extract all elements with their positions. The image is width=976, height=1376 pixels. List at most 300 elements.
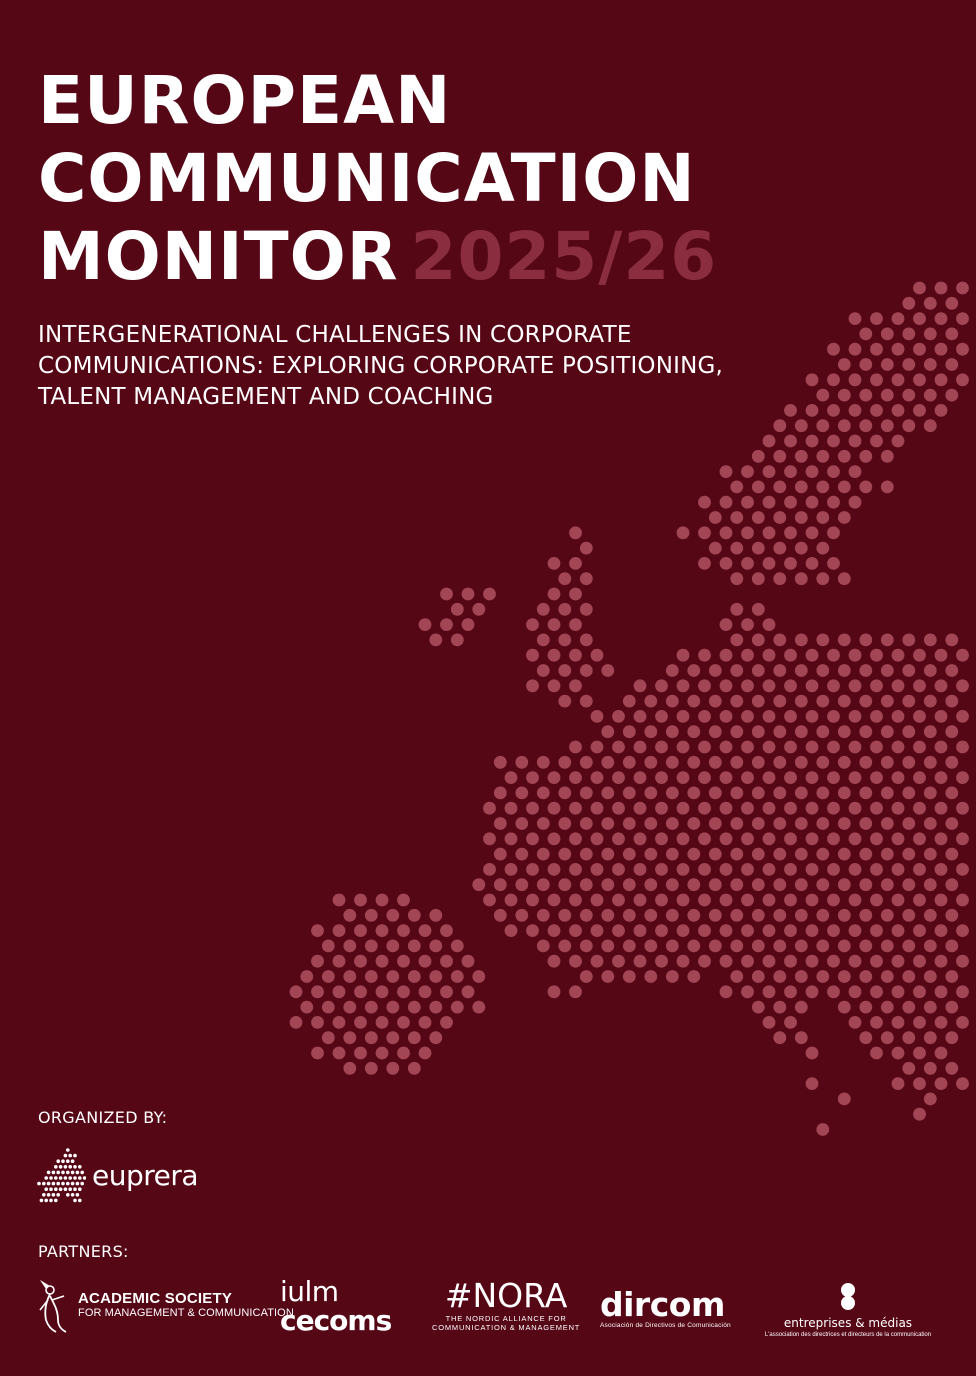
map-dot [644,848,657,861]
map-dot [483,588,496,601]
map-dot [741,894,754,907]
map-dot [870,955,883,968]
map-dot [591,924,604,937]
map-dot [537,664,550,677]
map-dot [806,863,819,876]
map-dot [730,970,743,983]
map-dot [956,1016,969,1029]
euprera-dot [44,1187,48,1191]
map-dot [838,511,851,524]
map-dot [795,572,808,585]
map-dot [892,741,905,754]
entreprises-text: entreprises & médias [783,1316,913,1330]
euprera-dot [73,1165,77,1169]
map-dot [634,679,647,692]
map-dot [902,1001,915,1014]
map-dot [741,465,754,478]
map-dot [580,909,593,922]
map-dot [494,878,507,891]
map-dot [902,328,915,341]
map-dot [902,358,915,371]
map-dot [397,1016,410,1029]
map-dot [569,863,582,876]
map-dot [816,450,829,463]
map-dot [462,618,475,631]
map-dot [795,695,808,708]
map-dot [892,802,905,815]
map-dot [913,924,926,937]
map-dot [397,894,410,907]
map-dot [752,695,765,708]
map-dot [849,924,862,937]
map-dot [924,358,937,371]
map-dot [720,465,733,478]
map-dot [612,771,625,784]
euprera-dot [52,1182,56,1186]
map-dot [526,649,539,662]
map-dot [881,909,894,922]
map-dot [935,924,948,937]
map-dot [935,985,948,998]
asmc-logo [36,1276,294,1334]
map-dot [838,358,851,371]
map-dot [365,1031,378,1044]
map-dot [752,970,765,983]
map-dot [537,878,550,891]
map-dot [677,894,690,907]
map-dot [816,695,829,708]
map-dot [945,297,958,310]
map-dot [526,679,539,692]
map-dot [827,373,840,386]
entreprises-medias-logo [764,1282,932,1339]
map-dot [924,297,937,310]
map-dot [698,741,711,754]
map-dot [784,404,797,417]
euprera-name: euprera [92,1158,199,1192]
map-dot [730,787,743,800]
map-dot [795,634,808,647]
map-dot [752,725,765,738]
map-dot [666,940,679,953]
organized-by-label: ORGANIZED BY: [38,1108,168,1127]
map-dot [720,741,733,754]
map-dot [935,343,948,356]
map-dot [698,710,711,723]
map-dot [795,542,808,555]
map-dot [956,1077,969,1090]
map-dot [548,679,561,692]
map-dot [773,787,786,800]
map-dot [827,435,840,448]
map-dot [730,848,743,861]
map-dot [558,878,571,891]
euprera-dot [66,1148,70,1152]
map-dot [827,343,840,356]
map-dot [494,756,507,769]
map-dot [881,664,894,677]
map-dot [677,802,690,815]
map-dot [827,832,840,845]
map-dot [580,603,593,616]
map-dot [892,863,905,876]
map-dot [515,817,528,830]
map-dot [365,909,378,922]
map-dot [945,817,958,830]
map-dot [515,756,528,769]
euprera-dot [42,1193,46,1197]
map-dot [956,312,969,325]
map-dot [816,756,829,769]
map-dot [386,909,399,922]
map-dot [687,970,700,983]
map-dot [902,695,915,708]
map-dot [838,848,851,861]
map-dot [773,695,786,708]
map-dot [806,955,819,968]
euprera-dot [49,1199,53,1203]
map-dot [505,771,518,784]
map-dot [838,389,851,402]
map-dot [666,878,679,891]
map-dot [870,404,883,417]
map-dot [859,328,872,341]
map-dot [677,649,690,662]
map-dot [902,664,915,677]
map-dot [483,863,496,876]
map-dot [752,787,765,800]
map-dot [806,557,819,570]
map-dot [333,1016,346,1029]
map-dot [623,817,636,830]
map-dot [773,572,786,585]
map-dot [709,542,722,555]
map-dot [720,526,733,539]
map-dot [945,358,958,371]
map-dot [838,450,851,463]
map-dot [730,756,743,769]
map-dot [870,649,883,662]
map-dot [419,955,432,968]
map-dot [580,817,593,830]
map-dot [870,863,883,876]
map-dot [924,787,937,800]
map-dot [730,909,743,922]
map-dot [902,1031,915,1044]
map-dot [902,297,915,310]
map-dot [591,771,604,784]
map-dot [956,741,969,754]
euprera-dot [56,1182,60,1186]
map-dot [892,435,905,448]
map-dot [644,817,657,830]
map-dot [655,863,668,876]
map-dot [687,909,700,922]
map-dot [397,924,410,937]
map-dot [935,404,948,417]
map-dot [429,940,442,953]
map-dot [569,955,582,968]
map-dot [537,756,550,769]
map-dot [763,1016,776,1029]
map-dot [440,985,453,998]
map-dot [956,985,969,998]
map-dot [548,894,561,907]
map-dot [763,526,776,539]
euprera-dot [73,1154,77,1158]
map-dot [945,878,958,891]
map-dot [666,970,679,983]
map-dot [956,863,969,876]
map-dot [902,878,915,891]
map-dot [795,817,808,830]
map-dot [913,679,926,692]
map-dot [924,1093,937,1106]
map-dot [472,1001,485,1014]
map-dot [816,1123,829,1136]
map-dot [784,955,797,968]
title-block [38,62,717,296]
map-dot [806,465,819,478]
map-dot [408,1001,421,1014]
map-dot [472,970,485,983]
map-dot [569,894,582,907]
euprera-dot [47,1171,51,1175]
map-dot [935,710,948,723]
map-dot [784,741,797,754]
map-dot [752,909,765,922]
map-dot [591,710,604,723]
map-dot [827,679,840,692]
map-dot [666,725,679,738]
map-dot [634,741,647,754]
map-dot [698,894,711,907]
map-dot [548,771,561,784]
map-dot [892,955,905,968]
map-dot [773,450,786,463]
map-dot [849,985,862,998]
map-dot [644,940,657,953]
map-dot [644,725,657,738]
map-dot [795,756,808,769]
map-dot [913,1047,926,1060]
euprera-dot [64,1154,68,1158]
map-dot [741,741,754,754]
euprera-dot [54,1187,58,1191]
map-dot [612,741,625,754]
map-dot [386,970,399,983]
map-dot [924,940,937,953]
euprera-dot [71,1182,75,1186]
map-dot [720,649,733,662]
euprera-dot [59,1165,63,1169]
map-dot [386,1001,399,1014]
map-dot [838,878,851,891]
map-dot [343,1001,356,1014]
map-dot [870,771,883,784]
map-dot [945,1062,958,1075]
subtitle-line-1: INTERGENERATIONAL CHALLENGES IN CORPORATE [38,322,632,348]
map-dot [945,848,958,861]
map-dot [408,1062,421,1075]
map-dot [892,649,905,662]
subtitle [38,320,778,413]
map-dot [838,817,851,830]
map-dot [591,832,604,845]
map-dot [945,940,958,953]
map-dot [763,649,776,662]
map-dot [849,771,862,784]
map-dot [601,970,614,983]
map-dot [730,603,743,616]
map-dot [644,909,657,922]
euprera-dot [66,1182,70,1186]
map-dot [816,878,829,891]
map-dot [451,634,464,647]
euprera-dot [61,1159,65,1163]
map-dot [827,771,840,784]
map-dot [892,985,905,998]
map-dot [601,940,614,953]
map-dot [945,389,958,402]
map-dot [741,802,754,815]
map-dot [945,756,958,769]
map-dot [526,618,539,631]
euprera-dot [64,1165,68,1169]
map-dot [870,1047,883,1060]
map-dot [569,526,582,539]
map-dot [752,542,765,555]
map-dot [730,878,743,891]
map-dot [924,848,937,861]
map-dot [548,618,561,631]
map-dot [623,787,636,800]
map-dot [429,970,442,983]
map-dot [569,832,582,845]
map-dot [569,924,582,937]
euprera-dot [71,1159,75,1163]
map-dot [333,955,346,968]
map-dot [580,634,593,647]
map-dot [849,832,862,845]
map-dot [827,710,840,723]
map-dot [698,802,711,815]
map-dot [913,404,926,417]
map-dot [591,802,604,815]
euprera-dot [59,1176,63,1180]
map-dot [343,940,356,953]
map-dot [591,863,604,876]
map-dot [945,787,958,800]
euprera-dot [71,1193,75,1197]
map-dot [397,955,410,968]
map-dot [720,496,733,509]
map-dot [655,802,668,815]
map-dot [924,664,937,677]
map-dot [333,985,346,998]
map-dot [548,955,561,968]
dircom-logo [600,1285,731,1330]
map-dot [429,1001,442,1014]
map-dot [870,312,883,325]
map-dot [849,679,862,692]
map-dot [483,802,496,815]
map-dot [763,435,776,448]
map-dot [720,832,733,845]
map-dot [752,1001,765,1014]
map-dot [580,572,593,585]
map-dot [924,634,937,647]
map-dot [687,725,700,738]
map-dot [902,389,915,402]
map-dot [354,894,367,907]
map-dot [666,756,679,769]
map-dot [773,1001,786,1014]
euprera-dot [66,1171,70,1175]
euprera-dot [73,1187,77,1191]
map-dot [612,710,625,723]
map-dot [741,832,754,845]
map-dot [795,511,808,524]
map-dot [730,511,743,524]
map-dot [902,756,915,769]
map-dot [773,725,786,738]
map-dot [558,940,571,953]
map-dot [956,373,969,386]
map-dot [505,894,518,907]
map-dot [924,328,937,341]
map-dot [892,373,905,386]
map-dot [838,664,851,677]
map-dot [956,771,969,784]
map-dot [354,1047,367,1060]
map-dot [376,924,389,937]
map-dot [580,970,593,983]
map-dot [945,725,958,738]
map-dot [569,557,582,570]
map-dot [784,894,797,907]
map-dot [784,557,797,570]
map-dot [365,1062,378,1075]
map-dot [859,481,872,494]
map-dot [806,802,819,815]
map-dot [537,787,550,800]
map-dot [591,649,604,662]
map-dot [870,710,883,723]
map-dot [892,832,905,845]
map-dot [784,985,797,998]
map-dot [935,832,948,845]
map-dot [569,649,582,662]
map-dot [902,940,915,953]
map-dot [902,817,915,830]
map-dot [687,664,700,677]
map-dot [752,756,765,769]
map-dot [870,802,883,815]
map-dot [558,848,571,861]
map-dot [924,756,937,769]
euprera-dot [78,1199,82,1203]
map-dot [354,1016,367,1029]
map-dot [849,863,862,876]
map-dot [913,710,926,723]
map-dot [591,741,604,754]
map-dot [881,695,894,708]
map-dot [601,787,614,800]
map-dot [730,542,743,555]
map-dot [741,863,754,876]
map-dot [333,924,346,937]
